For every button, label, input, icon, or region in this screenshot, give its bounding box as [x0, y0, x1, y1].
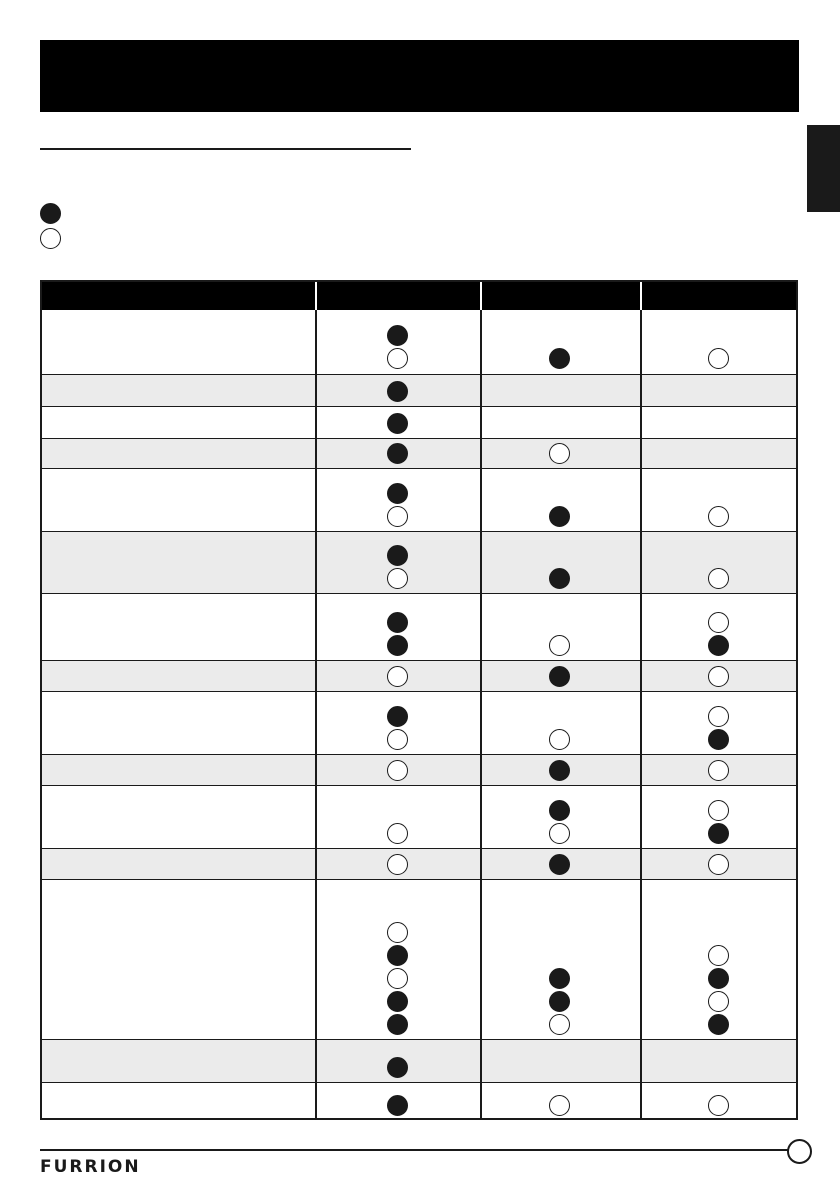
filled-dot-icon	[387, 413, 408, 434]
filled-dot-icon	[549, 760, 570, 781]
filled-dot-icon	[387, 991, 408, 1012]
table-row	[42, 754, 796, 785]
table-row	[42, 531, 796, 593]
status-cell	[378, 439, 418, 468]
empty-dot-icon	[708, 760, 729, 781]
status-cell	[378, 375, 418, 406]
status-cell	[378, 1083, 418, 1120]
table-row	[42, 660, 796, 691]
status-cell	[699, 594, 739, 660]
empty-dot-icon	[708, 568, 729, 589]
empty-dot-icon	[549, 1095, 570, 1116]
table-row	[42, 406, 796, 438]
status-cell	[540, 661, 580, 691]
status-cell	[699, 880, 739, 1039]
status-cell	[699, 375, 739, 406]
row-label	[54, 312, 309, 374]
empty-dot-icon	[549, 823, 570, 844]
filled-dot-icon	[387, 483, 408, 504]
status-cell	[378, 692, 418, 754]
filled-dot-icon	[387, 1057, 408, 1078]
row-label	[54, 594, 309, 660]
empty-dot-icon	[387, 854, 408, 875]
status-cell	[540, 312, 580, 374]
status-cell	[378, 532, 418, 593]
status-cell	[540, 407, 580, 438]
table-row	[42, 1082, 796, 1120]
page-number-badge	[787, 1139, 812, 1164]
filled-dot-icon	[549, 991, 570, 1012]
status-cell	[540, 375, 580, 406]
row-label	[54, 532, 309, 593]
filled-dot-icon	[708, 1014, 729, 1035]
status-cell	[378, 755, 418, 785]
status-cell	[699, 439, 739, 468]
status-cell	[378, 661, 418, 691]
filled-dot-icon	[549, 666, 570, 687]
table-row	[42, 374, 796, 406]
filled-dot-icon	[387, 325, 408, 346]
table-row	[42, 785, 796, 848]
filled-dot-icon	[549, 506, 570, 527]
filled-dot-icon	[387, 945, 408, 966]
filled-dot-icon	[387, 706, 408, 727]
legend-item-off	[40, 228, 69, 249]
empty-dot-icon	[387, 729, 408, 750]
row-label	[54, 407, 309, 438]
settings-table	[40, 280, 798, 1120]
filled-dot-icon	[708, 635, 729, 656]
status-cell	[378, 594, 418, 660]
status-cell	[540, 469, 580, 531]
chapter-side-tab	[807, 125, 840, 212]
empty-dot-icon	[708, 612, 729, 633]
section-heading-rule	[40, 148, 411, 150]
table-row	[42, 879, 796, 1039]
status-cell	[378, 1040, 418, 1082]
filled-dot-icon	[387, 1014, 408, 1035]
empty-dot-icon	[387, 760, 408, 781]
status-cell	[699, 661, 739, 691]
brand-logo: FURRION	[40, 1157, 141, 1177]
empty-dot-icon	[708, 854, 729, 875]
filled-dot-icon	[387, 545, 408, 566]
column-header	[42, 282, 315, 310]
empty-dot-icon	[549, 1014, 570, 1035]
empty-dot-icon	[708, 1095, 729, 1116]
status-cell	[699, 755, 739, 785]
row-label	[54, 661, 309, 691]
row-label	[54, 439, 309, 468]
column-header	[642, 282, 798, 310]
status-cell	[540, 755, 580, 785]
empty-dot-icon	[549, 443, 570, 464]
status-cell	[540, 786, 580, 848]
filled-dot-icon	[387, 1095, 408, 1116]
status-cell	[378, 312, 418, 374]
status-cell	[378, 469, 418, 531]
row-label	[54, 692, 309, 754]
empty-dot-icon	[708, 506, 729, 527]
row-label	[54, 849, 309, 879]
empty-dot-icon	[549, 635, 570, 656]
row-label	[54, 786, 309, 848]
row-label	[54, 1083, 309, 1120]
empty-dot-icon	[708, 348, 729, 369]
status-cell	[699, 786, 739, 848]
status-cell	[699, 312, 739, 374]
status-cell	[540, 849, 580, 879]
empty-dot-icon	[387, 348, 408, 369]
column-header	[482, 282, 640, 310]
empty-dot-icon	[387, 922, 408, 943]
row-label	[54, 880, 309, 1039]
row-label	[54, 375, 309, 406]
status-cell	[699, 532, 739, 593]
filled-dot-icon	[387, 635, 408, 656]
status-cell	[540, 532, 580, 593]
filled-dot-icon	[40, 203, 61, 224]
filled-dot-icon	[387, 443, 408, 464]
empty-dot-icon	[387, 823, 408, 844]
filled-dot-icon	[708, 823, 729, 844]
column-divider	[315, 310, 317, 1118]
filled-dot-icon	[549, 800, 570, 821]
empty-dot-icon	[387, 666, 408, 687]
column-header	[317, 282, 480, 310]
filled-dot-icon	[708, 729, 729, 750]
footer-rule	[40, 1149, 789, 1151]
status-cell	[540, 692, 580, 754]
status-cell	[699, 407, 739, 438]
filled-dot-icon	[387, 381, 408, 402]
empty-dot-icon	[708, 800, 729, 821]
status-cell	[540, 439, 580, 468]
column-divider	[480, 310, 482, 1118]
table-row	[42, 438, 796, 468]
filled-dot-icon	[549, 854, 570, 875]
status-cell	[378, 880, 418, 1039]
filled-dot-icon	[549, 348, 570, 369]
status-cell	[540, 880, 580, 1039]
status-cell	[699, 692, 739, 754]
empty-dot-icon	[387, 506, 408, 527]
empty-dot-icon	[549, 729, 570, 750]
column-divider	[640, 310, 642, 1118]
empty-dot-icon	[708, 945, 729, 966]
table-row	[42, 468, 796, 531]
row-label	[54, 1040, 309, 1082]
row-label	[54, 469, 309, 531]
table-header	[42, 282, 796, 310]
filled-dot-icon	[387, 612, 408, 633]
status-cell	[699, 1083, 739, 1120]
status-cell	[540, 594, 580, 660]
status-cell	[699, 849, 739, 879]
empty-dot-icon	[40, 228, 61, 249]
empty-dot-icon	[387, 968, 408, 989]
status-cell	[540, 1040, 580, 1082]
title-bar	[40, 40, 799, 112]
row-label	[54, 755, 309, 785]
empty-dot-icon	[387, 568, 408, 589]
filled-dot-icon	[549, 968, 570, 989]
legend-item-on	[40, 203, 69, 224]
status-cell	[378, 849, 418, 879]
table-row	[42, 1039, 796, 1082]
empty-dot-icon	[708, 666, 729, 687]
status-cell	[378, 786, 418, 848]
status-cell	[699, 469, 739, 531]
filled-dot-icon	[549, 568, 570, 589]
empty-dot-icon	[708, 706, 729, 727]
table-row	[42, 312, 796, 374]
empty-dot-icon	[708, 991, 729, 1012]
status-cell	[540, 1083, 580, 1120]
table-row	[42, 593, 796, 660]
table-row	[42, 691, 796, 754]
filled-dot-icon	[708, 968, 729, 989]
table-row	[42, 848, 796, 879]
status-cell	[699, 1040, 739, 1082]
status-cell	[378, 407, 418, 438]
